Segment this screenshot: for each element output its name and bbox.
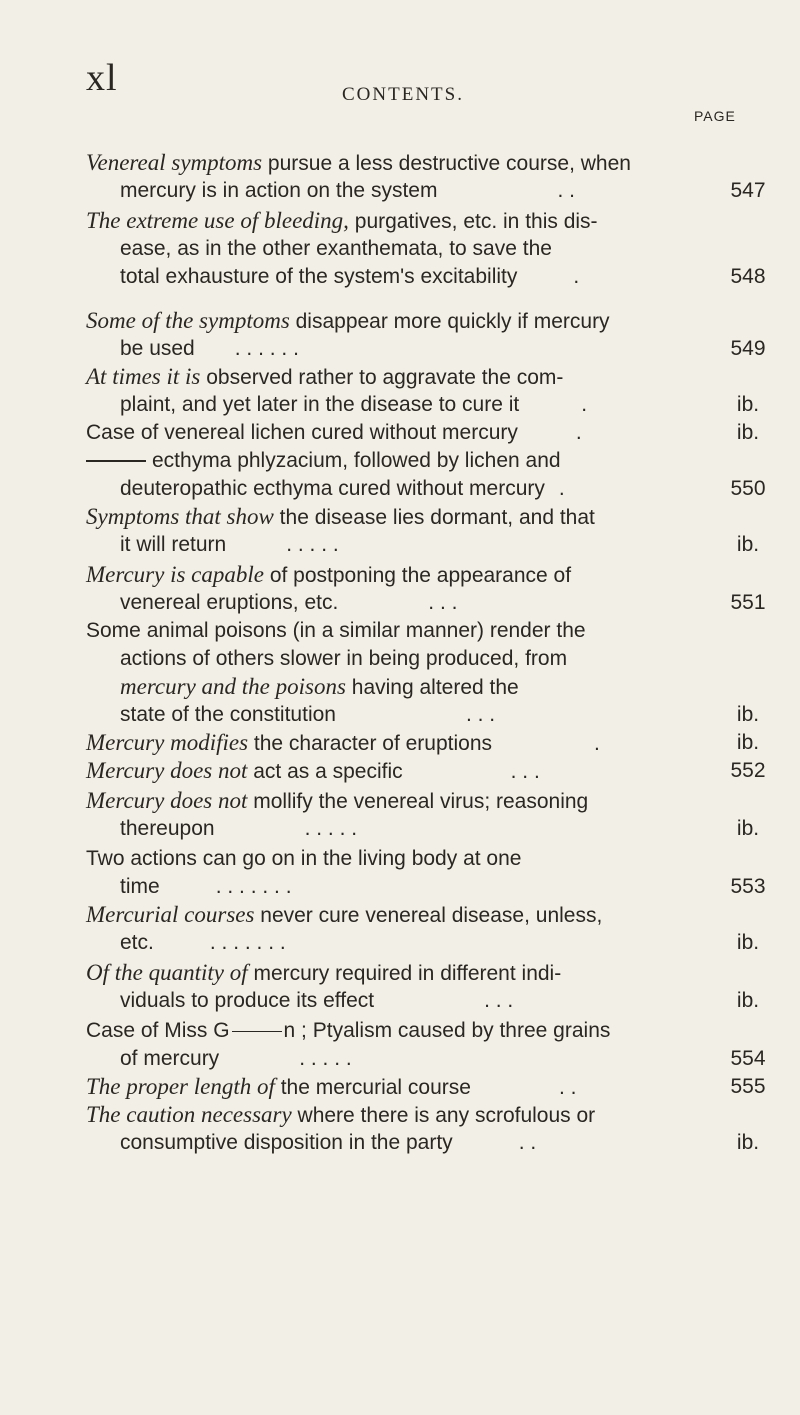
entry-text: deuteropathic ecthyma cured without mercury [120, 477, 545, 500]
entry-italic: The proper length of [86, 1074, 275, 1099]
entry-text: of mercury [120, 1047, 220, 1070]
entry-italic: Venereal symptoms [86, 150, 263, 175]
contents-line [0, 900, 800, 930]
entry-text: mollify the venereal virus; reasoning [247, 790, 589, 813]
dot-leader: . [558, 477, 565, 500]
contents-line [0, 262, 800, 292]
entry-text: disappear more quickly if mercury [289, 310, 610, 333]
page-reference: 554 [730, 1047, 766, 1070]
dot-leader: . . . . . . . [209, 931, 286, 954]
entry-text: mercury required in different indi- [247, 962, 562, 985]
entry-text: ease, as in the other exanthemata, to save the [120, 237, 552, 260]
page-column-label: PAGE [694, 108, 736, 124]
entry-text: ecthyma phlyzacium, followed by lichen and [152, 449, 561, 472]
dot-leader: . . [557, 179, 575, 202]
contents-line [0, 206, 800, 236]
entry-text: the disease lies dormant, and that [273, 506, 595, 529]
page-reference: 549 [730, 337, 766, 360]
page-reference: ib. [736, 989, 760, 1012]
contents-line [0, 176, 800, 206]
contents-line [0, 1128, 800, 1158]
page-reference: ib. [736, 817, 760, 840]
contents-line [0, 530, 800, 560]
contents-line [0, 502, 800, 532]
entry-text: mercury is in action on the system [120, 179, 438, 202]
contents-line [0, 362, 800, 392]
entry-text: be used [120, 337, 195, 360]
entry-text: it will return [120, 533, 227, 556]
entry-text: never cure venereal disease, unless, [254, 904, 603, 927]
entry-text: state of the constitution [120, 703, 336, 726]
entry-italic: Mercury does not [86, 788, 248, 813]
entry-text: Case of venereal lichen cured without mercury [86, 421, 518, 444]
contents-line [0, 334, 800, 364]
ditto-dash [232, 1031, 282, 1032]
contents-line [0, 148, 800, 178]
contents-line [0, 390, 800, 420]
entry-text: Two actions can go on in the living body at one [86, 847, 522, 870]
page-reference: ib. [736, 421, 760, 444]
contents-line [0, 958, 800, 988]
entry-italic: Symptoms that show [86, 504, 274, 529]
entry-text: venereal eruptions, etc. [120, 591, 339, 614]
running-head: CONTENTS. [342, 84, 464, 105]
entry-text: time [120, 875, 160, 898]
entry-text: Case of Miss G [86, 1019, 230, 1042]
contents-line [0, 1100, 800, 1130]
entry-text: n ; Ptyalism caused by three grains [283, 1019, 611, 1042]
contents-line [0, 588, 800, 618]
dot-leader: . . . . . . [234, 337, 299, 360]
page-reference: 552 [730, 759, 766, 782]
dot-leader: . . . . . [299, 1047, 352, 1070]
dot-leader: . [594, 732, 600, 755]
entry-italic: mercury and the poisons [120, 674, 346, 699]
entry-text: consumptive disposition in the party [120, 1131, 453, 1154]
entry-text: purgatives, etc. in this dis- [348, 210, 598, 233]
entry-italic: The caution necessary [86, 1102, 292, 1127]
entry-text: total exhausture of the system's excitability [120, 265, 518, 288]
contents-line [0, 644, 800, 674]
entry-text: act as a specific [247, 760, 403, 783]
page-reference: ib. [736, 703, 760, 726]
entry-text: observed rather to aggravate the com- [200, 366, 564, 389]
contents-line [0, 616, 800, 646]
dot-leader: . . . . . [304, 817, 358, 840]
contents-line [0, 844, 800, 874]
page-reference: 550 [730, 477, 766, 500]
dot-leader: . . . . . [286, 533, 339, 556]
dot-leader: . . . . . . . [215, 875, 292, 898]
entry-italic: Mercury is capable [86, 562, 264, 587]
contents-line [0, 560, 800, 590]
dot-leader: . . [518, 1131, 537, 1154]
contents-line [0, 928, 800, 958]
entry-italic: The extreme use of bleeding, [86, 208, 349, 233]
entry-text: Some animal poisons (in a similar manner) render the [86, 619, 586, 642]
entry-text: of postponing the appearance of [263, 564, 572, 587]
dot-leader: . . . [510, 760, 540, 783]
entry-text: plaint, and yet later in the disease to cure it [120, 393, 520, 416]
dot-leader: . . . [465, 703, 496, 726]
entry-text: thereupon [120, 817, 215, 840]
page-reference: 553 [730, 875, 766, 898]
entry-text: actions of others slower in being produced, from [120, 647, 568, 670]
contents-line [0, 1044, 800, 1074]
contents-line [0, 700, 800, 730]
page-reference: ib. [736, 393, 760, 416]
page-reference: 555 [730, 1075, 766, 1098]
contents-line [0, 1016, 800, 1046]
entry-text: having altered the [345, 676, 519, 699]
contents-line [0, 728, 800, 758]
dot-leader: . [581, 393, 588, 416]
entry-text: etc. [120, 931, 154, 954]
contents-line [0, 306, 800, 336]
page-reference: 547 [730, 179, 766, 202]
entry-italic: Mercury modifies [86, 730, 249, 755]
dot-leader: . . . [428, 591, 458, 614]
dot-leader: . . [558, 1076, 577, 1099]
contents-line [0, 1072, 800, 1102]
contents-line [0, 756, 800, 786]
contents-line [0, 474, 800, 504]
entry-text: the mercurial course [274, 1076, 471, 1099]
contents-line [0, 786, 800, 816]
entry-italic: Of the quantity of [86, 960, 248, 985]
page-reference: 548 [730, 265, 766, 288]
entry-text: where there is any scrofulous or [291, 1104, 596, 1127]
contents-line [0, 872, 800, 902]
contents-line [0, 814, 800, 844]
page-reference: ib. [736, 931, 760, 954]
contents-line [0, 986, 800, 1016]
entry-italic: Mercurial courses [86, 902, 255, 927]
page-reference: ib. [736, 731, 760, 754]
dot-leader: . . . [484, 989, 514, 1012]
contents-line [0, 234, 800, 264]
dot-leader: . [575, 421, 582, 444]
contents-line [0, 418, 800, 448]
page-reference: ib. [736, 533, 760, 556]
entry-text: pursue a less destructive course, when [262, 152, 631, 175]
entry-italic: Mercury does not [86, 758, 248, 783]
page-number: xl [86, 57, 118, 99]
page-reference: 551 [730, 591, 766, 614]
contents-line [0, 672, 800, 702]
entry-text: viduals to produce its effect [120, 989, 375, 1012]
page-reference: ib. [736, 1131, 760, 1154]
dot-leader: . [573, 265, 580, 288]
entry-italic: Some of the symptoms [86, 308, 290, 333]
ditto-dash [86, 460, 146, 462]
entry-text: the character of eruptions [248, 732, 493, 755]
entry-italic: At times it is [86, 364, 201, 389]
contents-line [0, 446, 800, 476]
